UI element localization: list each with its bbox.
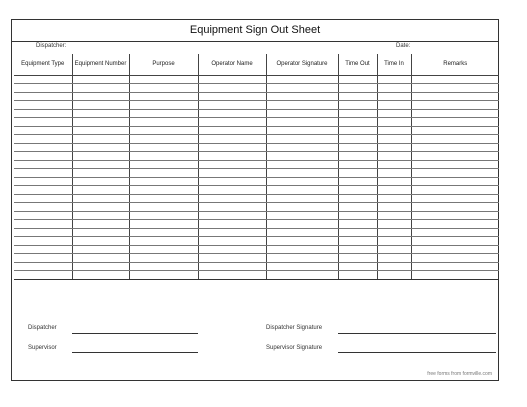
dispatcher-header-label: Dispatcher: — [36, 43, 67, 49]
cell-purpose[interactable] — [129, 126, 198, 135]
footer-credit: free forms from formville.com — [427, 371, 492, 377]
cell-time-out[interactable] — [338, 177, 377, 186]
cell-equipment-type[interactable] — [14, 109, 72, 118]
cell-time-in[interactable] — [377, 118, 411, 127]
cell-time-in[interactable] — [377, 84, 411, 93]
supervisor-signature-line[interactable] — [338, 352, 496, 353]
cell-operator-signature[interactable] — [266, 160, 338, 169]
cell-time-in[interactable] — [377, 228, 411, 237]
cell-remarks[interactable] — [411, 92, 499, 101]
cell-remarks[interactable] — [411, 177, 499, 186]
cell-operator-name[interactable] — [198, 177, 266, 186]
cell-equipment-number[interactable] — [72, 177, 129, 186]
cell-time-in[interactable] — [377, 203, 411, 212]
cell-remarks[interactable] — [411, 254, 499, 263]
cell-time-in[interactable] — [377, 143, 411, 152]
cell-time-out[interactable] — [338, 75, 377, 84]
cell-equipment-type[interactable] — [14, 118, 72, 127]
cell-time-out[interactable] — [338, 118, 377, 127]
cell-operator-signature[interactable] — [266, 211, 338, 220]
cell-purpose[interactable] — [129, 262, 198, 271]
table-row — [14, 143, 499, 152]
cell-remarks[interactable] — [411, 203, 499, 212]
cell-remarks[interactable] — [411, 186, 499, 195]
cell-equipment-type[interactable] — [14, 169, 72, 178]
cell-equipment-type[interactable] — [14, 220, 72, 229]
cell-operator-name[interactable] — [198, 237, 266, 246]
cell-purpose[interactable] — [129, 143, 198, 152]
cell-time-out[interactable] — [338, 135, 377, 144]
cell-purpose[interactable] — [129, 186, 198, 195]
cell-purpose[interactable] — [129, 194, 198, 203]
column-header-time-in: Time In — [377, 54, 411, 75]
cell-time-in[interactable] — [377, 75, 411, 84]
cell-operator-signature[interactable] — [266, 194, 338, 203]
table-row — [14, 245, 499, 254]
cell-operator-name[interactable] — [198, 75, 266, 84]
cell-operator-signature[interactable] — [266, 186, 338, 195]
cell-time-out[interactable] — [338, 84, 377, 93]
cell-purpose[interactable] — [129, 92, 198, 101]
column-header-operator-name: Operator Name — [198, 54, 266, 75]
date-header-label: Date: — [396, 43, 411, 49]
cell-time-in[interactable] — [377, 101, 411, 110]
cell-equipment-type[interactable] — [14, 160, 72, 169]
dispatcher-line[interactable] — [72, 333, 198, 334]
cell-time-out[interactable] — [338, 254, 377, 263]
cell-operator-name[interactable] — [198, 254, 266, 263]
cell-time-in[interactable] — [377, 109, 411, 118]
cell-time-out[interactable] — [338, 194, 377, 203]
cell-equipment-number[interactable] — [72, 118, 129, 127]
cell-purpose[interactable] — [129, 177, 198, 186]
cell-operator-name[interactable] — [198, 143, 266, 152]
cell-equipment-number[interactable] — [72, 254, 129, 263]
cell-equipment-number[interactable] — [72, 160, 129, 169]
cell-operator-name[interactable] — [198, 228, 266, 237]
table-row — [14, 152, 499, 161]
cell-time-in[interactable] — [377, 177, 411, 186]
cell-time-in[interactable] — [377, 271, 411, 280]
table-row — [14, 92, 499, 101]
cell-remarks[interactable] — [411, 126, 499, 135]
cell-time-out[interactable] — [338, 211, 377, 220]
cell-time-out[interactable] — [338, 228, 377, 237]
table-row — [14, 237, 499, 246]
cell-remarks[interactable] — [411, 169, 499, 178]
cell-operator-signature[interactable] — [266, 75, 338, 84]
cell-equipment-type[interactable] — [14, 262, 72, 271]
table-header-row — [14, 54, 499, 75]
cell-purpose[interactable] — [129, 245, 198, 254]
cell-operator-name[interactable] — [198, 169, 266, 178]
table-row — [14, 186, 499, 195]
cell-equipment-number[interactable] — [72, 211, 129, 220]
table-row — [14, 271, 499, 280]
cell-remarks[interactable] — [411, 245, 499, 254]
cell-operator-name[interactable] — [198, 126, 266, 135]
cell-operator-signature[interactable] — [266, 177, 338, 186]
cell-purpose[interactable] — [129, 101, 198, 110]
cell-remarks[interactable] — [411, 118, 499, 127]
cell-time-in[interactable] — [377, 262, 411, 271]
sign-out-table — [14, 54, 499, 280]
cell-remarks[interactable] — [411, 152, 499, 161]
table-row — [14, 262, 499, 271]
cell-operator-signature[interactable] — [266, 84, 338, 93]
cell-purpose[interactable] — [129, 220, 198, 229]
cell-time-out[interactable] — [338, 143, 377, 152]
supervisor-line[interactable] — [72, 352, 198, 353]
cell-operator-name[interactable] — [198, 245, 266, 254]
cell-equipment-number[interactable] — [72, 203, 129, 212]
cell-time-in[interactable] — [377, 186, 411, 195]
cell-purpose[interactable] — [129, 203, 198, 212]
column-header-equipment-type: Equipment Type — [14, 54, 72, 75]
cell-operator-signature[interactable] — [266, 203, 338, 212]
table-row — [14, 118, 499, 127]
cell-operator-signature[interactable] — [266, 92, 338, 101]
cell-time-in[interactable] — [377, 160, 411, 169]
cell-remarks[interactable] — [411, 194, 499, 203]
cell-equipment-type[interactable] — [14, 101, 72, 110]
table-row — [14, 194, 499, 203]
cell-purpose[interactable] — [129, 109, 198, 118]
cell-time-in[interactable] — [377, 220, 411, 229]
cell-operator-name[interactable] — [198, 92, 266, 101]
column-header-purpose: Purpose — [129, 54, 198, 75]
cell-time-in[interactable] — [377, 135, 411, 144]
cell-time-out[interactable] — [338, 160, 377, 169]
title-divider — [12, 41, 498, 42]
column-header-equipment-number: Equipment Number — [72, 54, 129, 75]
cell-equipment-number[interactable] — [72, 143, 129, 152]
cell-operator-signature[interactable] — [266, 109, 338, 118]
cell-equipment-type[interactable] — [14, 245, 72, 254]
cell-time-out[interactable] — [338, 152, 377, 161]
cell-equipment-type[interactable] — [14, 254, 72, 263]
cell-equipment-number[interactable] — [72, 92, 129, 101]
cell-time-out[interactable] — [338, 271, 377, 280]
cell-time-out[interactable] — [338, 262, 377, 271]
cell-operator-name[interactable] — [198, 186, 266, 195]
cell-time-out[interactable] — [338, 169, 377, 178]
cell-equipment-number[interactable] — [72, 84, 129, 93]
equipment-sign-out-sheet — [11, 19, 499, 381]
cell-time-in[interactable] — [377, 152, 411, 161]
cell-time-in[interactable] — [377, 237, 411, 246]
cell-time-out[interactable] — [338, 186, 377, 195]
cell-equipment-number[interactable] — [72, 186, 129, 195]
cell-remarks[interactable] — [411, 237, 499, 246]
cell-time-out[interactable] — [338, 101, 377, 110]
cell-operator-signature[interactable] — [266, 126, 338, 135]
cell-remarks[interactable] — [411, 101, 499, 110]
cell-equipment-number[interactable] — [72, 152, 129, 161]
cell-operator-name[interactable] — [198, 109, 266, 118]
cell-time-in[interactable] — [377, 169, 411, 178]
cell-purpose[interactable] — [129, 75, 198, 84]
dispatcher-signature-line[interactable] — [338, 333, 496, 334]
cell-remarks[interactable] — [411, 271, 499, 280]
cell-operator-name[interactable] — [198, 203, 266, 212]
cell-remarks[interactable] — [411, 75, 499, 84]
cell-remarks[interactable] — [411, 211, 499, 220]
table-row — [14, 84, 499, 93]
cell-time-out[interactable] — [338, 237, 377, 246]
cell-operator-signature[interactable] — [266, 220, 338, 229]
column-header-operator-signature: Operator Signature — [266, 54, 338, 75]
cell-operator-name[interactable] — [198, 118, 266, 127]
table-row — [14, 211, 499, 220]
cell-operator-name[interactable] — [198, 101, 266, 110]
cell-time-in[interactable] — [377, 254, 411, 263]
cell-equipment-number[interactable] — [72, 245, 129, 254]
table-row — [14, 220, 499, 229]
cell-purpose[interactable] — [129, 135, 198, 144]
cell-operator-name[interactable] — [198, 84, 266, 93]
cell-equipment-type[interactable] — [14, 271, 72, 280]
cell-operator-signature[interactable] — [266, 152, 338, 161]
column-header-time-out: Time Out — [338, 54, 377, 75]
cell-time-out[interactable] — [338, 245, 377, 254]
cell-equipment-type[interactable] — [14, 135, 72, 144]
cell-operator-signature[interactable] — [266, 101, 338, 110]
cell-equipment-type[interactable] — [14, 237, 72, 246]
cell-purpose[interactable] — [129, 160, 198, 169]
cell-remarks[interactable] — [411, 262, 499, 271]
cell-operator-signature[interactable] — [266, 169, 338, 178]
cell-equipment-number[interactable] — [72, 75, 129, 84]
table-row — [14, 254, 499, 263]
cell-equipment-number[interactable] — [72, 135, 129, 144]
cell-operator-signature[interactable] — [266, 262, 338, 271]
cell-equipment-type[interactable] — [14, 152, 72, 161]
cell-operator-signature[interactable] — [266, 143, 338, 152]
cell-purpose[interactable] — [129, 84, 198, 93]
table-row — [14, 177, 499, 186]
cell-operator-signature[interactable] — [266, 135, 338, 144]
cell-operator-name[interactable] — [198, 160, 266, 169]
cell-remarks[interactable] — [411, 135, 499, 144]
cell-equipment-type[interactable] — [14, 211, 72, 220]
supervisor-signature-label: Supervisor Signature — [266, 345, 323, 351]
cell-operator-signature[interactable] — [266, 237, 338, 246]
cell-time-out[interactable] — [338, 220, 377, 229]
cell-operator-name[interactable] — [198, 135, 266, 144]
cell-equipment-type[interactable] — [14, 143, 72, 152]
cell-remarks[interactable] — [411, 143, 499, 152]
cell-equipment-type[interactable] — [14, 92, 72, 101]
table-row — [14, 101, 499, 110]
table-row — [14, 203, 499, 212]
cell-purpose[interactable] — [129, 237, 198, 246]
table-row — [14, 126, 499, 135]
cell-equipment-number[interactable] — [72, 126, 129, 135]
cell-time-in[interactable] — [377, 194, 411, 203]
cell-time-in[interactable] — [377, 92, 411, 101]
table-row — [14, 169, 499, 178]
cell-purpose[interactable] — [129, 152, 198, 161]
cell-time-in[interactable] — [377, 211, 411, 220]
cell-equipment-type[interactable] — [14, 228, 72, 237]
cell-equipment-type[interactable] — [14, 186, 72, 195]
dispatcher-label: Dispatcher — [28, 325, 57, 331]
cell-equipment-type[interactable] — [14, 203, 72, 212]
cell-equipment-type[interactable] — [14, 126, 72, 135]
table-row — [14, 135, 499, 144]
cell-time-in[interactable] — [377, 245, 411, 254]
cell-purpose[interactable] — [129, 271, 198, 280]
cell-purpose[interactable] — [129, 169, 198, 178]
table-row — [14, 75, 499, 84]
cell-operator-name[interactable] — [198, 271, 266, 280]
cell-equipment-type[interactable] — [14, 194, 72, 203]
cell-operator-name[interactable] — [198, 262, 266, 271]
cell-equipment-number[interactable] — [72, 220, 129, 229]
cell-operator-name[interactable] — [198, 220, 266, 229]
table-row — [14, 228, 499, 237]
cell-time-out[interactable] — [338, 126, 377, 135]
cell-remarks[interactable] — [411, 228, 499, 237]
cell-equipment-number[interactable] — [72, 237, 129, 246]
cell-equipment-number[interactable] — [72, 109, 129, 118]
cell-equipment-number[interactable] — [72, 194, 129, 203]
cell-purpose[interactable] — [129, 118, 198, 127]
cell-equipment-number[interactable] — [72, 271, 129, 280]
cell-time-out[interactable] — [338, 92, 377, 101]
cell-time-in[interactable] — [377, 126, 411, 135]
cell-time-out[interactable] — [338, 203, 377, 212]
cell-equipment-number[interactable] — [72, 228, 129, 237]
cell-operator-name[interactable] — [198, 194, 266, 203]
cell-time-out[interactable] — [338, 109, 377, 118]
sheet-title: Equipment Sign Out Sheet — [189, 24, 321, 36]
cell-operator-name[interactable] — [198, 211, 266, 220]
supervisor-label: Supervisor — [28, 345, 57, 351]
cell-operator-signature[interactable] — [266, 118, 338, 127]
cell-remarks[interactable] — [411, 220, 499, 229]
cell-equipment-type[interactable] — [14, 177, 72, 186]
cell-equipment-number[interactable] — [72, 101, 129, 110]
cell-equipment-number[interactable] — [72, 262, 129, 271]
dispatcher-signature-label: Dispatcher Signature — [266, 325, 323, 331]
column-header-remarks: Remarks — [411, 54, 499, 75]
cell-remarks[interactable] — [411, 109, 499, 118]
cell-remarks[interactable] — [411, 84, 499, 93]
cell-purpose[interactable] — [129, 228, 198, 237]
table-row — [14, 160, 499, 169]
cell-operator-signature[interactable] — [266, 245, 338, 254]
cell-equipment-number[interactable] — [72, 169, 129, 178]
cell-remarks[interactable] — [411, 160, 499, 169]
cell-operator-signature[interactable] — [266, 254, 338, 263]
table-row — [14, 109, 499, 118]
cell-operator-name[interactable] — [198, 152, 266, 161]
cell-purpose[interactable] — [129, 211, 198, 220]
cell-purpose[interactable] — [129, 254, 198, 263]
cell-operator-signature[interactable] — [266, 271, 338, 280]
cell-equipment-type[interactable] — [14, 75, 72, 84]
cell-operator-signature[interactable] — [266, 228, 338, 237]
cell-equipment-type[interactable] — [14, 84, 72, 93]
table-body — [14, 75, 499, 279]
